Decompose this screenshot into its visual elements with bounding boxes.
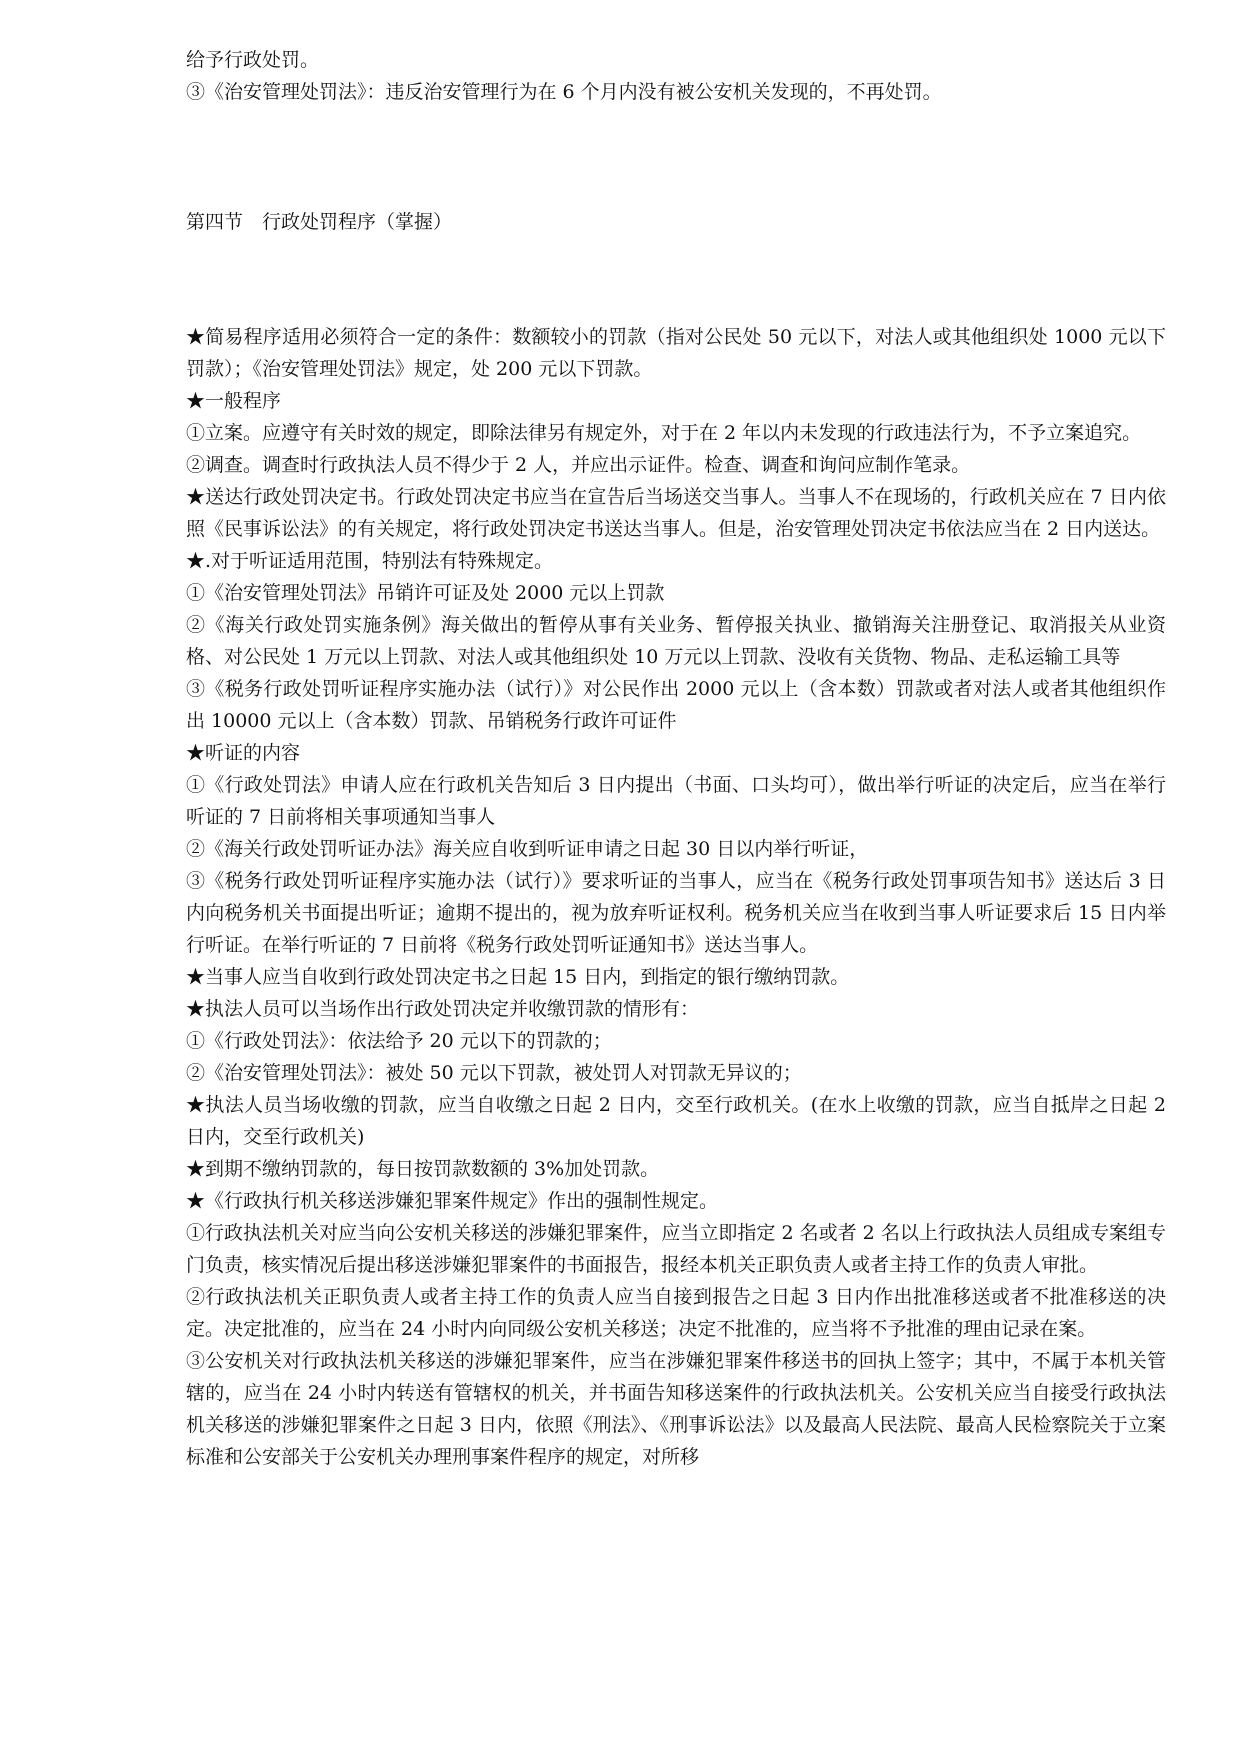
spacer [186, 238, 1166, 321]
paragraph: ★简易程序适用必须符合一定的条件：数额较小的罚款（指对公民处 50 元以下，对法人或其他组织处 1000 元以下罚款）；《治安管理处罚法》规定，处 200 元以下罚款。 [186, 326, 1166, 380]
paragraph: ①《行政处罚法》：依法给予 20 元以下的罚款的； [186, 1030, 612, 1052]
paragraph: ①《治安管理处罚法》吊销许可证及处 2000 元以上罚款 [186, 582, 665, 604]
section-body [186, 321, 1173, 1473]
paragraph: ①立案。应遵守有关时效的规定，即除法律另有规定外，对于在 2 年以内未发现的行政违法行为，不予立案追究。 [186, 422, 1142, 444]
paragraph: ★送达行政处罚决定书。行政处罚决定书应当在宣告后当场送交当事人。当事人不在现场的，行政机关应在 7 日内依照《民事诉讼法》的有关规定，将行政处罚决定书送达当事人。但是，治安管理处罚决定书依法应当在 2 日内送达。 [186, 486, 1166, 540]
paragraph: ③《税务行政处罚听证程序实施办法（试行）》对公民作出 2000 元以上（含本数）罚款或者对法人或者其他组织作出 10000 元以上（含本数）罚款、吊销税务行政许可证件 [186, 678, 1166, 732]
paragraph: ★听证的内容 [186, 742, 301, 764]
section-heading: 第四节 行政处罚程序（掌握） [186, 211, 453, 233]
paragraph: ②行政执法机关正职负责人或者主持工作的负责人应当自接到报告之日起 3 日内作出批准移送或者不批准移送的决定。决定批准的，应当在 24 小时内向同级公安机关移送；决定不批准的，应当将不予批准的理由记录在案。 [186, 1286, 1166, 1340]
paragraph: ③公安机关对行政执法机关移送的涉嫌犯罪案件，应当在涉嫌犯罪案件移送书的回执上签字；其中，不属于本机关管辖的，应当在 24 小时内转送有管辖权的机关，并书面告知移送案件的行政执法机关。公安机关应当自接受行政执法机关移送的涉嫌犯罪案件之日起 3 日内，依照《刑法》、《刑事诉讼法》以及最高人民法院、最高人民检察院关于立案标准和公安部关于公安机关办理刑事案件程序的规定，对所移 [186, 1350, 1166, 1468]
paragraph: ★一般程序 [186, 390, 282, 412]
paragraph: 给予行政处罚。 [186, 49, 320, 71]
document-page [186, 44, 1173, 1473]
paragraph: ★当事人应当自收到行政处罚决定书之日起 15 日内，到指定的银行缴纳罚款。 [186, 966, 850, 988]
paragraph: ①《行政处罚法》申请人应在行政机关告知后 3 日内提出（书面、口头均可），做出举行听证的决定后，应当在举行听证的 7 日前将相关事项通知当事人 [186, 774, 1166, 828]
paragraph: ★《行政执行机关移送涉嫌犯罪案件规定》作出的强制性规定。 [186, 1190, 719, 1212]
paragraph: ③《税务行政处罚听证程序实施办法（试行）》要求听证的当事人，应当在《税务行政处罚事项告知书》送达后 3 日内向税务机关书面提出听证；逾期不提出的，视为放弃听证权利。税务机关应当在收到当事人听证要求后 15 日内举行听证。在举行听证的 7 日前将《税务行政处罚听证通知书》送达当事人。 [186, 870, 1166, 956]
spacer [186, 108, 1166, 206]
paragraph: ★执法人员可以当场作出行政处罚决定并收缴罚款的情形有： [186, 998, 700, 1020]
paragraph: ②调查。调查时行政执法人员不得少于 2 人，并应出示证件。检查、调查和询问应制作笔录。 [186, 454, 971, 476]
paragraph: ★到期不缴纳罚款的，每日按罚款数额的 3%加处罚款。 [186, 1158, 660, 1180]
paragraph: ①行政执法机关对应当向公安机关移送的涉嫌犯罪案件，应当立即指定 2 名或者 2 名以上行政执法人员组成专案组专门负责，核实情况后提出移送涉嫌犯罪案件的书面报告，报经本机关正职负责人或者主持工作的负责人审批。 [186, 1222, 1166, 1276]
paragraph: ②《海关行政处罚实施条例》海关做出的暂停从事有关业务、暂停报关执业、撤销海关注册登记、取消报关从业资格、对公民处 1 万元以上罚款、对法人或其他组织处 10 万元以上罚款、没收有关货物、物品、走私运输工具等 [186, 614, 1166, 668]
paragraph: ★.对于听证适用范围，特别法有特殊规定。 [186, 550, 554, 572]
paragraph: ★执法人员当场收缴的罚款，应当自收缴之日起 2 日内，交至行政机关。(在水上收缴的罚款，应当自抵岸之日起 2 日内，交至行政机关) [186, 1094, 1173, 1148]
paragraph: ③《治安管理处罚法》：违反治安管理行为在 6 个月内没有被公安机关发现的，不再处罚。 [186, 81, 942, 103]
paragraph: ②《海关行政处罚听证办法》海关应自收到听证申请之日起 30 日以内举行听证， [186, 838, 869, 860]
paragraph: ②《治安管理处罚法》：被处 50 元以下罚款，被处罚人对罚款无异议的； [186, 1062, 802, 1084]
